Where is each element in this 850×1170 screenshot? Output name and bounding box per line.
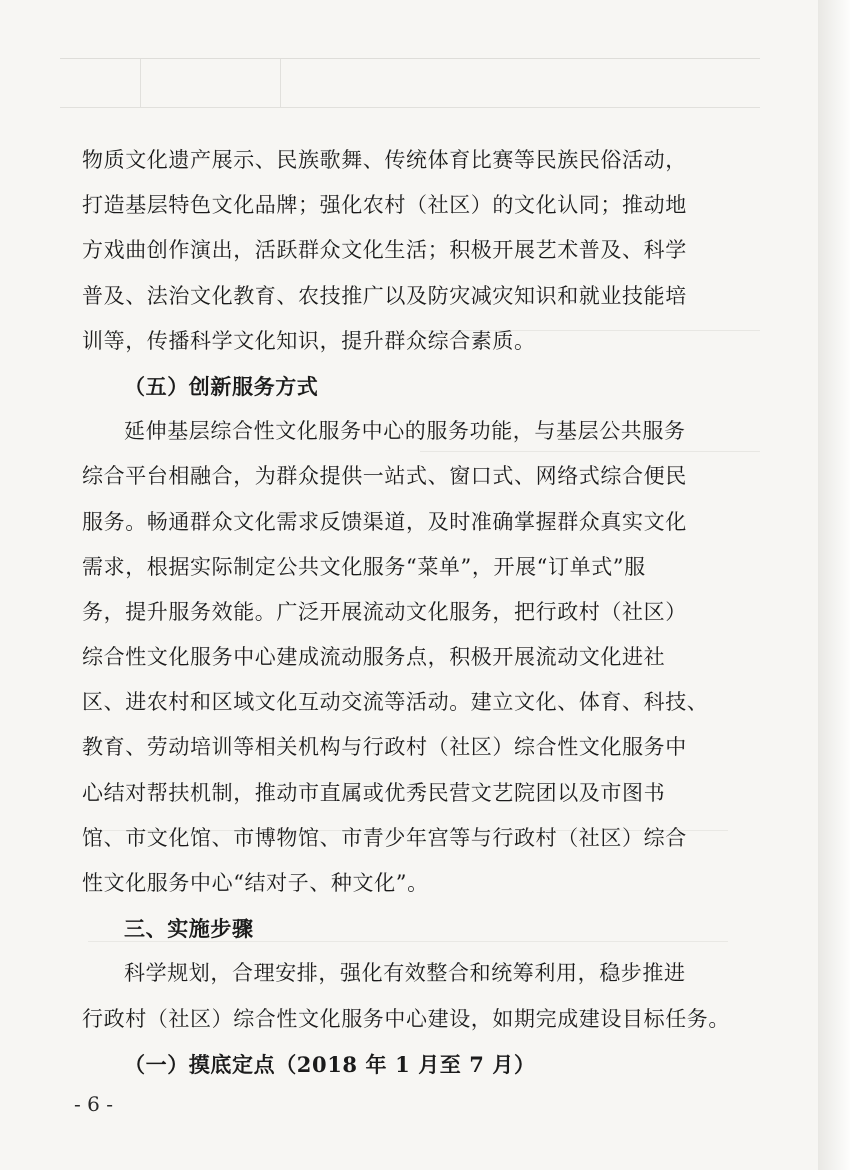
body-line: 性文化服务中心“结对子、种文化”。 — [82, 871, 429, 895]
bleed-through-table-top — [60, 58, 760, 108]
body-line: 科学规划，合理安排，强化有效整合和统筹利用，稳步推进 — [124, 961, 686, 986]
body-line: 馆、市文化馆、市博物馆、市青少年宫等与行政村（社区）综合 — [82, 825, 687, 850]
body-line: 打造基层特色文化品牌；强化农村（社区）的文化认同；推动地 — [82, 193, 687, 218]
body-line: 务，提升服务效能。广泛开展流动文化服务，把行政村（社区） — [82, 599, 687, 624]
subsection-heading-survey: （一）摸底定点（2018 年 1 月至 7 月） — [124, 1051, 536, 1077]
section-heading-implementation-steps: 三、实施步骤 — [124, 916, 254, 942]
body-line: 教育、劳动培训等相关机构与行政村（社区）综合性文化服务中 — [82, 735, 687, 760]
body-line: 综合性文化服务中心建成流动服务点，积极开展流动文化进社 — [82, 645, 666, 670]
body-line: 训等，传播科学文化知识，提升群众综合素质。 — [82, 328, 536, 353]
body-line: 方戏曲创作演出，活跃群众文化生活；积极开展艺术普及、科学 — [82, 238, 687, 263]
body-line: 延伸基层综合性文化服务中心的服务功能，与基层公共服务 — [124, 419, 686, 444]
section-heading-innovate-service: （五）创新服务方式 — [124, 373, 319, 399]
body-line: 综合平台相融合，为群众提供一站式、窗口式、网络式综合便民 — [82, 464, 687, 489]
body-line: 区、进农村和区域文化互动交流等活动。建立文化、体育、科技、 — [82, 690, 709, 715]
body-line: 物质文化遗产展示、民族歌舞、传统体育比赛等民族民俗活动， — [82, 148, 687, 172]
body-line: 服务。畅通群众文化需求反馈渠道，及时准确掌握群众真实文化 — [82, 509, 687, 534]
body-line: 需求，根据实际制定公共文化服务“菜单”，开展“订单式”服 — [82, 554, 646, 579]
body-line: 心结对帮扶机制，推动市直属或优秀民营文艺院团以及市图书 — [82, 780, 666, 805]
scan-edge — [818, 0, 850, 1170]
body-line: 行政村（社区）综合性文化服务中心建设，如期完成建设目标任务。 — [82, 1006, 730, 1031]
page-number: - 6 - — [74, 1092, 113, 1116]
body-line: 普及、法治文化教育、农技推广以及防灾减灾知识和就业技能培 — [82, 283, 687, 308]
document-body — [82, 138, 730, 1087]
